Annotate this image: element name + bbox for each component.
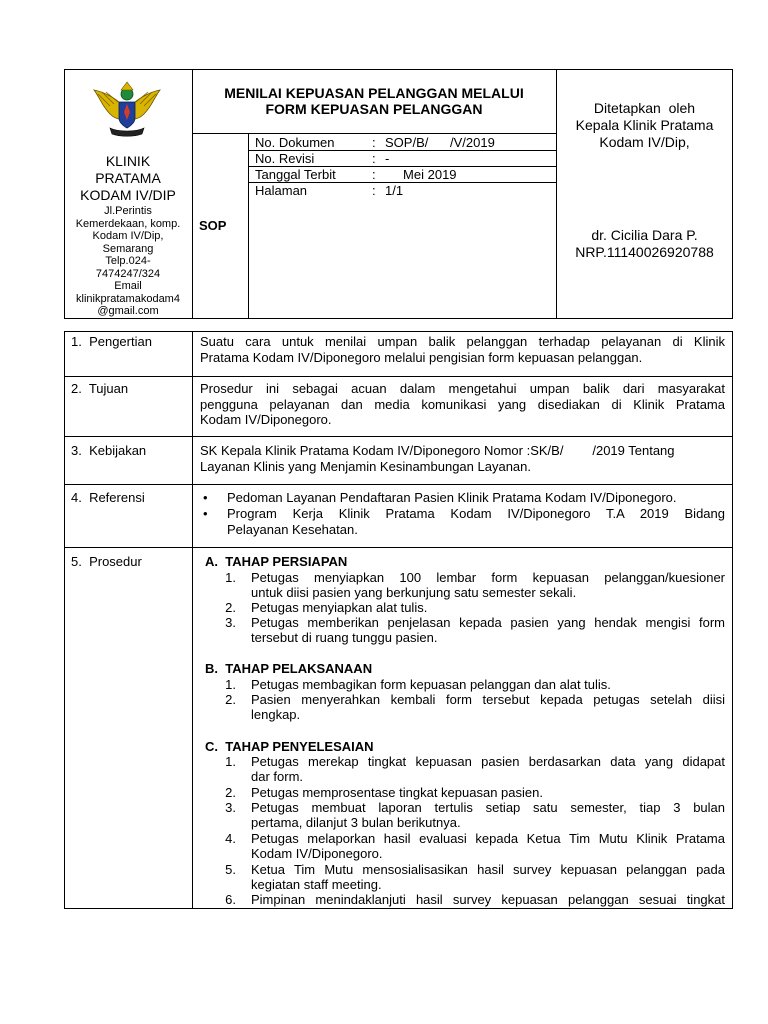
step-text <box>251 677 725 692</box>
clinic-address <box>64 205 192 318</box>
step-number: 1. <box>225 754 236 769</box>
referensi-item <box>227 490 725 506</box>
text-line: Petugas merekap tingkat kepuasan pasien berdasarkan data yang didapat <box>251 754 725 769</box>
field-label: Halaman <box>255 183 308 198</box>
section-label-kebijakan: 3. Kebijakan <box>71 443 147 458</box>
text-line: Kodam IV/Diponegoro. <box>251 846 383 861</box>
address-line: klinikpratamakodam4 <box>76 292 180 305</box>
signer-block <box>556 227 733 261</box>
address-line: Kemerdekaan, komp. <box>75 217 181 230</box>
field-label: No. Revisi <box>255 151 315 166</box>
text-line: Ketua Tim Mutu mensosialisasikan hasil survey kepuasan pelanggan pada <box>251 862 725 877</box>
step-number: 5. <box>225 862 236 877</box>
address-line: Email <box>114 280 142 292</box>
text-line: Pelayanan Kesehatan. <box>227 521 358 537</box>
divider <box>192 331 193 909</box>
text-line: SK Kepala Klinik Pratama Kodam IV/Diponegoro Nomor :SK/B/ /2019 Tentang <box>200 443 675 458</box>
section-label-prosedur: 5. Prosedur <box>71 554 142 569</box>
field-value: - <box>385 151 390 166</box>
section-text-kebijakan <box>200 443 725 474</box>
step-number: 2. <box>225 600 236 615</box>
step-text <box>251 692 725 722</box>
text-line: Petugas menyiapkan 100 lembar form kepuasan pelanggan/kuesioner <box>251 570 725 585</box>
section-label-pengertian: 1. Pengertian <box>71 334 152 349</box>
clinic-name-line: KLINIK <box>105 153 151 169</box>
title-line: FORM KEPUASAN PELANGGAN <box>265 101 483 117</box>
step-text <box>251 615 725 645</box>
field-value: SOP/B/ /V/2019 <box>385 135 495 150</box>
divider <box>248 133 249 319</box>
divider <box>64 376 733 377</box>
address-line: 7474247/324 <box>95 267 161 280</box>
text-line: Pasien menyerahkan kembali form tersebut kepada petugas setelah diisi <box>251 692 725 707</box>
referensi-item <box>227 506 725 537</box>
text-line: Prosedur ini sebagai acuan dalam mengetahui umpan balik dari masyarakat <box>200 381 725 396</box>
text-line: Petugas menyiapkan alat tulis. <box>251 600 428 615</box>
step-text <box>251 892 725 907</box>
approval-line: Kodam IV/Dip, <box>599 134 690 150</box>
signer-name: dr. Cicilia Dara P. <box>591 227 698 243</box>
step-number: 1. <box>225 677 236 692</box>
field-value: 1/1 <box>385 183 404 198</box>
text-line: kegiatan staff meeting. <box>251 877 382 892</box>
text-line: Petugas memprosentase tingkat kepuasan pasien. <box>251 785 543 800</box>
text-line: Suatu cara untuk menilai umpan balik pelanggan terhadap pelayanan di Klinik <box>200 334 725 349</box>
address-line: Kodam IV/Dip, <box>92 230 164 242</box>
approval-line: Kepala Klinik Pratama <box>575 117 714 133</box>
text-line: Petugas membuat laporan tertulis setiap satu semester, tiap 3 bulan <box>251 800 725 815</box>
text-line: tersebut di ruang tunggu pasien. <box>251 630 438 645</box>
sop-label: SOP <box>199 218 227 233</box>
text-line: pertama, dilanjut 3 bulan berikutnya. <box>251 815 461 830</box>
address-line: @gmail.com <box>97 305 159 317</box>
signer-nrp: NRP.11140026920788 <box>575 244 714 260</box>
divider <box>64 484 733 485</box>
field-label: Tanggal Terbit <box>255 167 336 182</box>
section-text-tujuan <box>200 381 725 428</box>
step-number: 2. <box>225 785 236 800</box>
document-title <box>192 85 556 117</box>
section-text-pengertian <box>200 334 725 365</box>
text-line: dar form. <box>251 769 304 784</box>
stage-b-title: B. TAHAP PELAKSANAAN <box>205 661 373 676</box>
approval-block <box>556 100 733 151</box>
text-line: Pimpinan menindaklanjuti hasil survey kepuasan pelanggan sesuai tingkat <box>251 892 725 907</box>
title-line: MENILAI KEPUASAN PELANGGAN MELALUI <box>224 85 524 101</box>
clinic-name-line: KODAM IV/DIP <box>80 187 176 203</box>
text-line: pengguna pelayanan dan media komunikasi yang disediakan di Klinik Pratama <box>200 396 725 412</box>
text-line: untuk diisi pasien yang berkunjung satu semester sekali. <box>251 585 577 600</box>
step-text <box>251 862 725 892</box>
kodam-emblem-icon <box>92 80 162 142</box>
field-sep: : <box>372 151 376 166</box>
divider <box>64 547 733 548</box>
field-label: No. Dokumen <box>255 135 335 150</box>
step-number: 6. <box>225 892 236 907</box>
step-text <box>251 800 725 830</box>
text-line: Kodam IV/Diponegoro. <box>200 412 332 427</box>
clinic-name-line: PRATAMA <box>95 170 161 186</box>
step-number: 1. <box>225 570 236 585</box>
field-sep: : <box>372 183 376 198</box>
field-sep: : <box>372 167 376 182</box>
address-line: Telp.024- <box>105 255 151 267</box>
field-value: Mei 2019 <box>385 167 457 182</box>
clinic-name <box>64 153 192 204</box>
step-number: 3. <box>225 800 236 815</box>
text-line: Pratama Kodam IV/Diponegoro melalui pengisian form kepuasan pelanggan. <box>200 349 643 365</box>
stage-c-title: C. TAHAP PENYELESAIAN <box>205 739 374 754</box>
address-line: Jl.Perintis <box>104 205 152 217</box>
text-line: Petugas melaporkan hasil evaluasi kepada Ketua Tim Mutu Klinik Pratama <box>251 831 725 846</box>
divider <box>64 436 733 437</box>
text-line: Pedoman Layanan Pendaftaran Pasien Klinik Pratama Kodam IV/Diponegoro. <box>227 490 677 505</box>
step-text <box>251 831 725 861</box>
step-number: 4. <box>225 831 236 846</box>
bullet-icon: • <box>203 490 208 505</box>
step-number: 3. <box>225 615 236 630</box>
step-text <box>251 570 725 600</box>
text-line: lengkap. <box>251 707 301 722</box>
text-line: Program Kerja Klinik Pratama Kodam IV/Diponegoro T.A 2019 Bidang <box>227 506 725 521</box>
stage-a-title: A. TAHAP PERSIAPAN <box>205 554 348 569</box>
section-label-referensi: 4. Referensi <box>71 490 145 505</box>
text-line: Petugas membagikan form kepuasan pelanggan dan alat tulis. <box>251 677 611 692</box>
step-text <box>251 785 725 800</box>
step-number: 2. <box>225 692 236 707</box>
bullet-icon: • <box>203 506 208 521</box>
section-label-tujuan: 2. Tujuan <box>71 381 129 396</box>
field-sep: : <box>372 135 376 150</box>
text-line: Petugas memberikan penjelasan kepada pasien yang hendak mengisi form <box>251 615 725 630</box>
text-line: Layanan Klinis yang Menjamin Kesinambungan Layanan. <box>200 458 531 474</box>
divider <box>192 133 556 134</box>
approval-line: Ditetapkan oleh <box>593 100 696 116</box>
address-line: Semarang <box>102 242 154 255</box>
step-text <box>251 600 725 615</box>
step-text <box>251 754 725 784</box>
